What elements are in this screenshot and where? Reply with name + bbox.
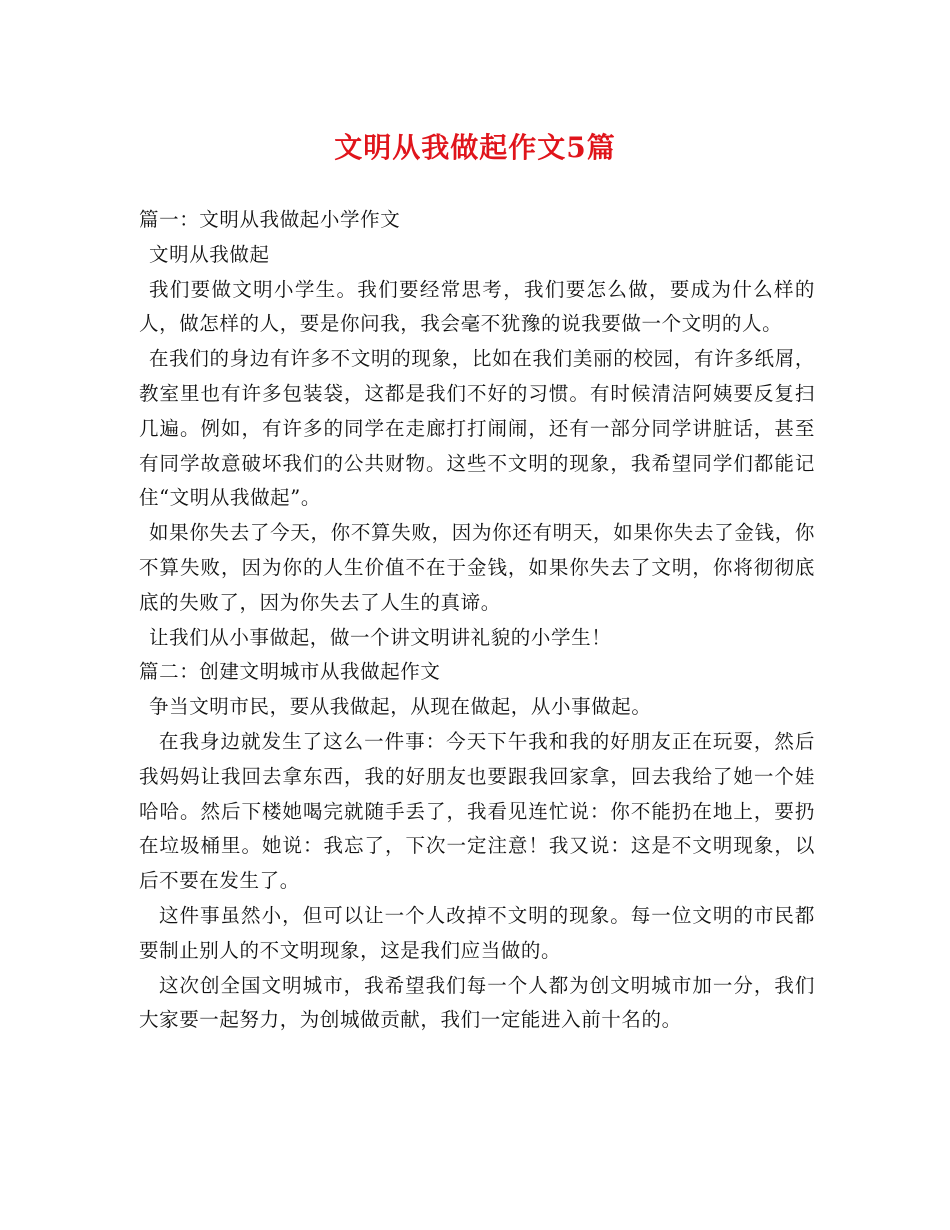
essay-subtitle-1: 文明从我做起	[149, 242, 270, 266]
paragraph: 这件事虽然小，但可以让一个人改掉不文明的现象。每一位文明的市民都要制止别人的不文明现象，这是我们应当做的。	[139, 903, 815, 962]
paragraph: 如果你失去了今天，你不算失败，因为你还有明天，如果你失去了金钱，你不算失败，因为你的人生价值不在于金钱，如果你失去了文明，你将彻彻底底的失败了，因为你失去了人生的真谛。	[139, 521, 815, 614]
paragraph: 让我们从小事做起，做一个讲文明讲礼貌的小学生！	[149, 625, 612, 649]
paragraph: 在我身边就发生了这么一件事：今天下午我和我的好朋友正在玩耍，然后我妈妈让我回去拿东西，我的好朋友也要跟我回家拿，回去我给了她一个娃哈哈。然后下楼她喝完就随手丢了，我看见连忙说：你不能扔在地上，要扔在垃圾桶里。她说：我忘了，下次一定注意！我又说：这是不文明现象，以后不要在发生了。	[139, 729, 815, 893]
document-body	[139, 203, 815, 1038]
paragraph: 在我们的身边有许多不文明的现象，比如在我们美丽的校园，有许多纸屑，教室里也有许多包装袋，这都是我们不好的习惯。有时候清洁阿姨要反复扫几遍。例如，有许多的同学在走廊打打闹闹，还有一部分同学讲脏话，甚至有同学故意破坏我们的公共财物。这些不文明的现象，我希望同学们都能记住“文明从我做起”。	[139, 347, 815, 510]
paragraph: 争当文明市民，要从我做起，从现在做起，从小事做起。	[149, 695, 652, 719]
paragraph: 我们要做文明小学生。我们要经常思考，我们要怎么做，要成为什么样的人，做怎样的人，要是你问我，我会毫不犹豫的说我要做一个文明的人。	[139, 277, 815, 336]
section-heading-1: 篇一：文明从我做起小学作文	[139, 208, 401, 231]
section-heading-2: 篇二：创建文明城市从我做起作文	[139, 660, 441, 684]
paragraph: 这次创全国文明城市，我希望我们每一个人都为创文明城市加一分，我们大家要一起努力，为创城做贡献，我们一定能进入前十名的。	[139, 973, 815, 1032]
document-title: 文明从我做起作文5篇	[334, 131, 616, 164]
